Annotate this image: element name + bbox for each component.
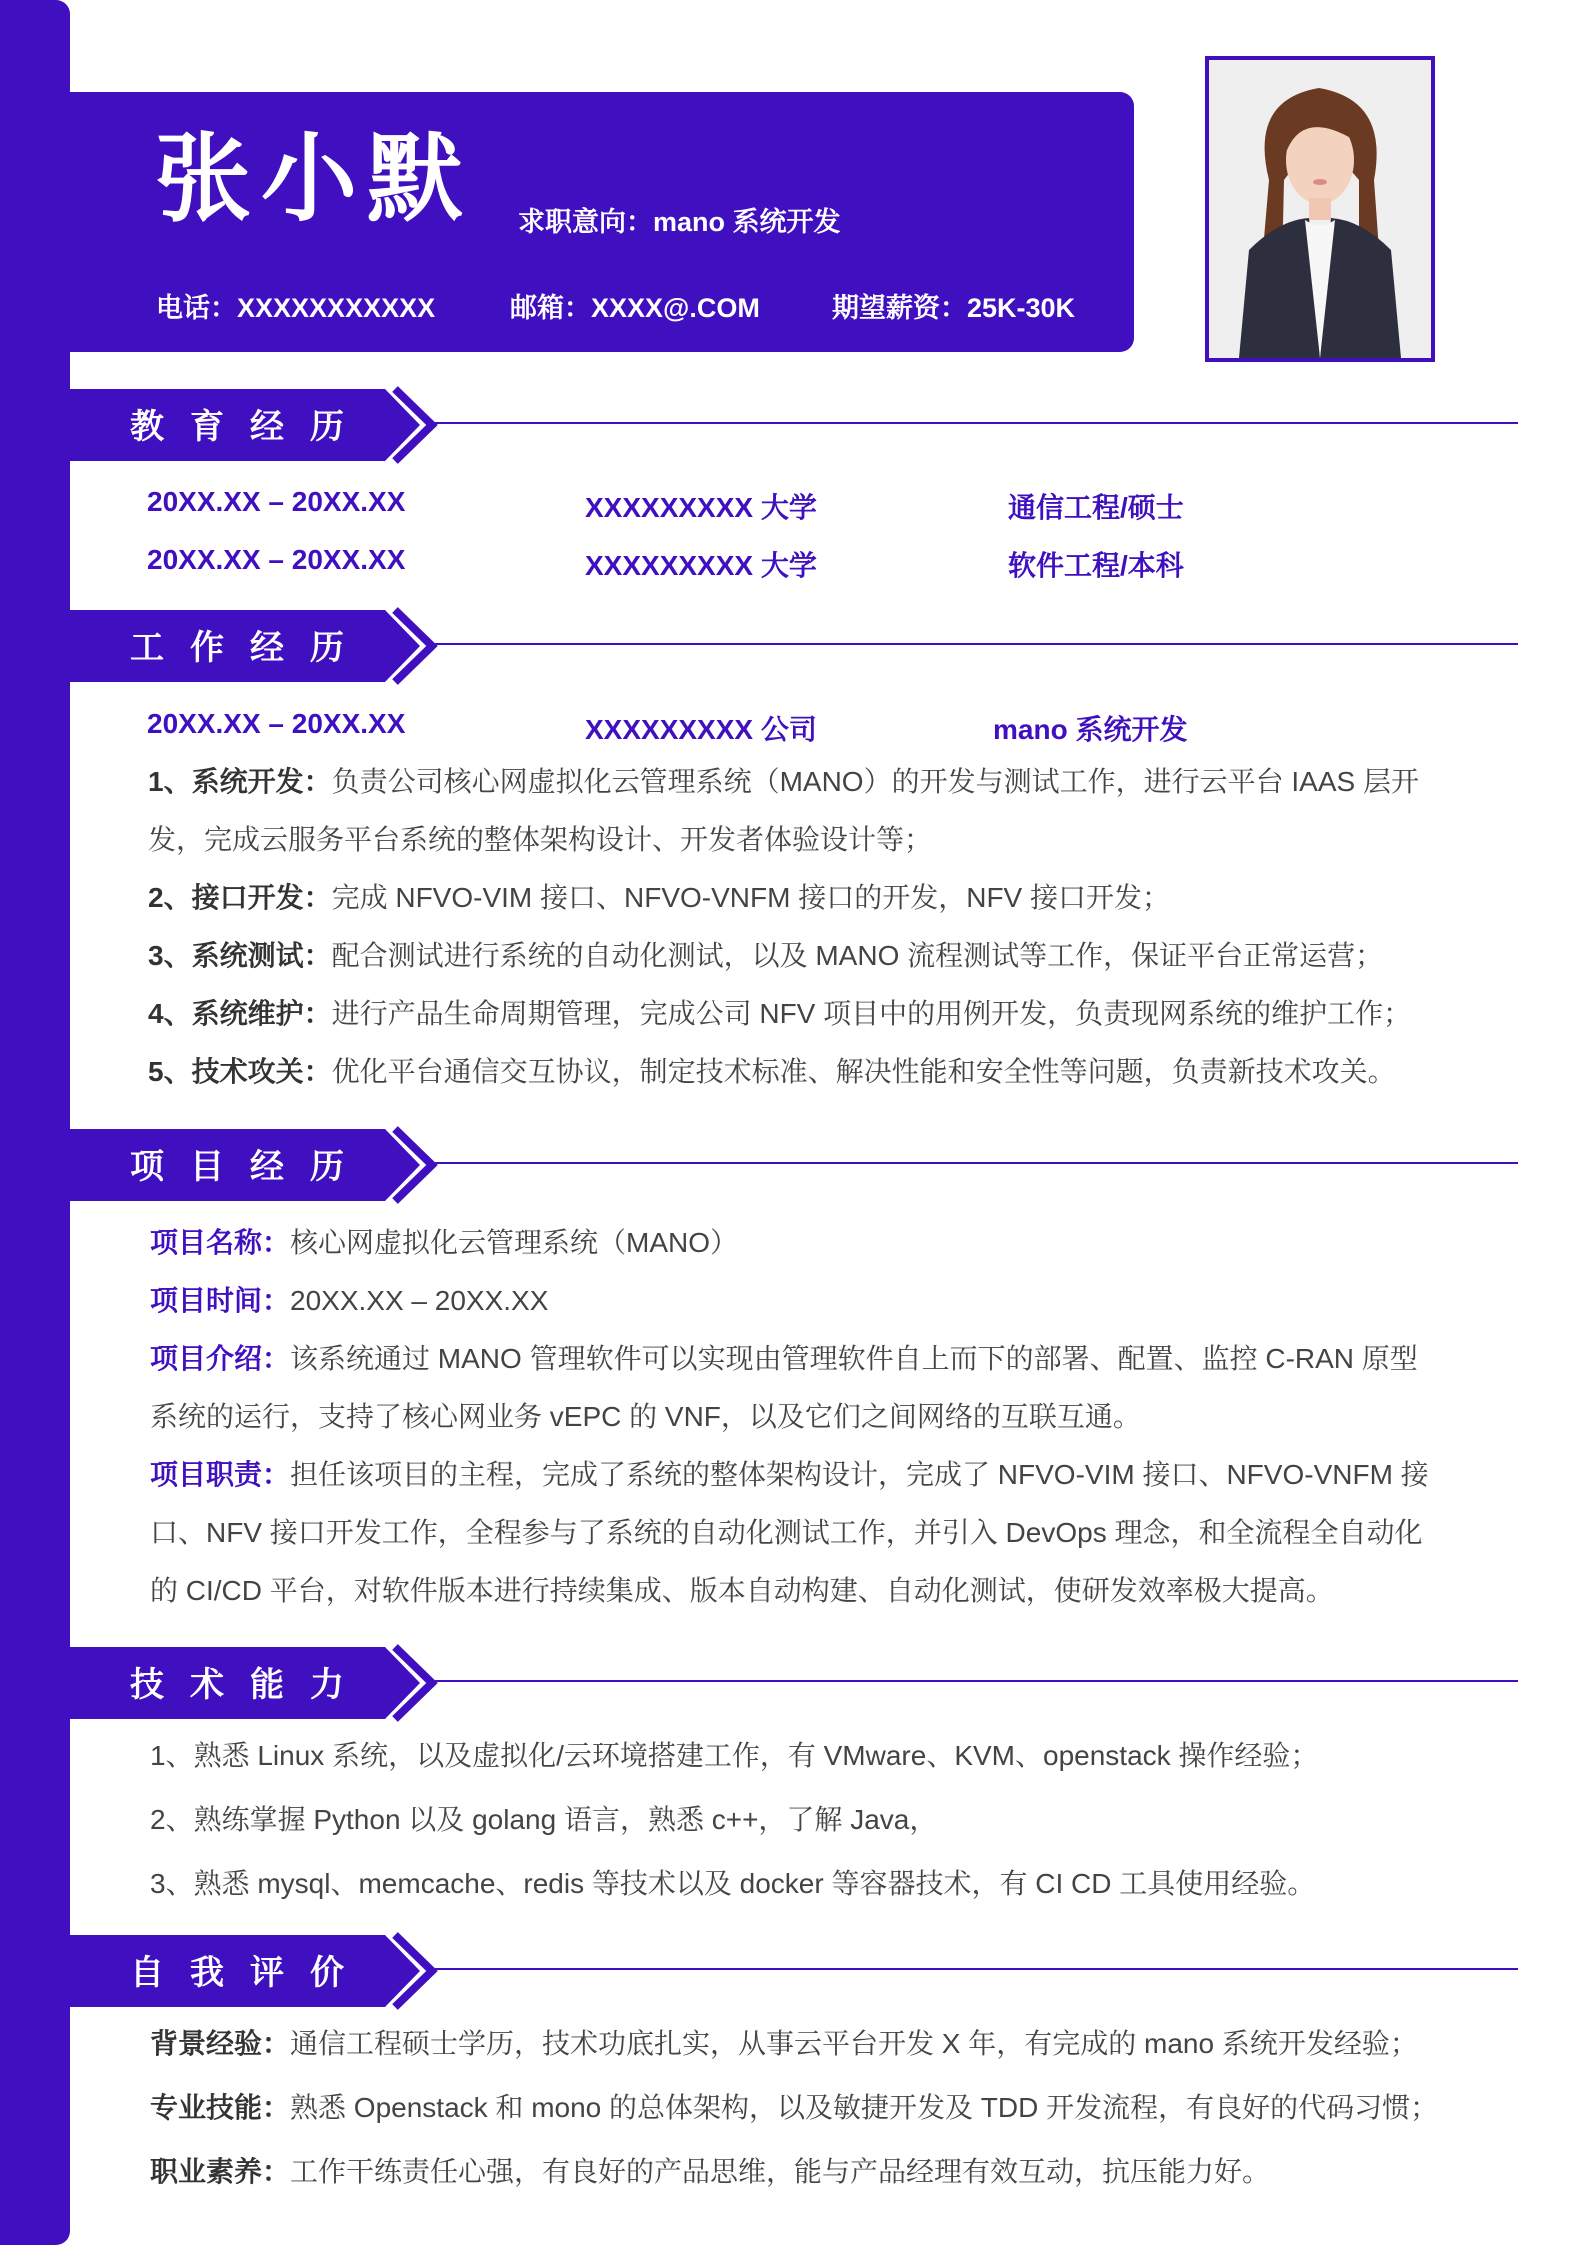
work-period: 20XX.XX – 20XX.XX <box>147 708 406 739</box>
section-title: 项目经历 <box>130 1147 370 1186</box>
work-duty-label: 1、系统开发： <box>148 766 332 797</box>
work-duty-item <box>148 985 1478 1043</box>
section-divider <box>435 1968 1518 1970</box>
project-item <box>150 1214 1480 1272</box>
left-sidebar-bar <box>0 0 70 2245</box>
project-label: 项目职责： <box>150 1459 291 1490</box>
edu-2-school: XXXXXXXXX 大学 <box>585 550 817 581</box>
header-banner <box>70 92 1134 352</box>
skill-item: 1、熟悉 Linux 系统，以及虚拟化/云环境搭建工作，有 VMware、KVM、openstack 操作经验； <box>150 1740 1319 1771</box>
self-text: 熟悉 Openstack 和 mono 的总体架构，以及敏捷开发及 TDD 开发流程，有良好的代码习惯； <box>290 2092 1439 2123</box>
section-project-header <box>70 1125 1518 1205</box>
project-details <box>150 1214 1480 1620</box>
self-label: 专业技能： <box>150 2092 291 2123</box>
project-text: 的 CI/CD 平台，对软件版本进行持续集成、版本自动构建、自动化测试，使研发效率极大提高。 <box>150 1575 1334 1606</box>
edu-2-major: 软件工程/本科 <box>1008 550 1184 581</box>
skill-item: 2、熟练掌握 Python 以及 golang 语言，熟悉 c++，了解 Java， <box>150 1804 938 1835</box>
project-text: 该系统通过 MANO 管理软件可以实现由管理软件自上而下的部署、配置、监控 C-RAN 原型 <box>290 1343 1418 1374</box>
work-duty-text: 发，完成云服务平台系统的整体架构设计、开发者体验设计等； <box>148 824 933 855</box>
work-duty-label: 5、技术攻关： <box>148 1056 332 1087</box>
project-text: 口、NFV 接口开发工作，全程参与了系统的自动化测试工作，并引入 DevOps 理念，和全流程全自动化 <box>150 1517 1423 1548</box>
section-divider <box>435 1162 1518 1164</box>
section-self-header <box>70 1931 1518 2011</box>
work-duty-text: 完成 NFVO-VIM 接口、NFVO-VNFM 接口的开发，NFV 接口开发； <box>331 882 1171 913</box>
section-title: 教育经历 <box>130 407 370 446</box>
self-evaluation <box>150 2012 1480 2204</box>
profile-photo <box>1205 56 1435 362</box>
self-label: 职业素养： <box>150 2156 291 2187</box>
candidate-name: 张小默 <box>155 126 473 233</box>
work-duty-text: 优化平台通信交互协议，制定技术标准、解决性能和安全性等问题，负责新技术攻关。 <box>331 1056 1396 1087</box>
section-title: 自我评价 <box>130 1953 370 1992</box>
edu-1-major: 通信工程/硕士 <box>1008 492 1184 523</box>
work-company: XXXXXXXXX 公司 <box>585 714 817 745</box>
project-label: 项目时间： <box>150 1285 291 1316</box>
self-text: 工作干练责任心强，有良好的产品思维，能与产品经理有效互动，抗压能力好。 <box>290 2156 1271 2187</box>
work-duty-text: 配合测试进行系统的自动化测试，以及 MANO 流程测试等工作，保证平台正常运营； <box>331 940 1384 971</box>
phone: 电话：XXXXXXXXXXX <box>156 293 436 323</box>
section-education-header <box>70 385 1518 465</box>
project-label: 项目介绍： <box>150 1343 291 1374</box>
section-title: 工作经历 <box>130 628 370 667</box>
work-duty-label: 2、接口开发： <box>148 882 332 913</box>
project-item <box>150 1272 1480 1330</box>
expected-salary: 期望薪资：25K-30K <box>832 293 1076 323</box>
edu-2-period: 20XX.XX – 20XX.XX <box>147 544 406 575</box>
work-duty-item <box>148 869 1478 927</box>
work-duty-label: 4、系统维护： <box>148 998 332 1029</box>
work-duties <box>148 753 1478 1101</box>
skill-item: 3、熟悉 mysql、memcache、redis 等技术以及 docker 等容器技术，有 CI CD 工具使用经验。 <box>150 1868 1316 1899</box>
section-title: 技术能力 <box>130 1665 370 1704</box>
section-work-header <box>70 606 1518 686</box>
section-divider <box>435 422 1518 424</box>
work-duty-item <box>148 1043 1478 1101</box>
job-intent: 求职意向：mano 系统开发 <box>518 207 841 237</box>
section-divider <box>435 1680 1518 1682</box>
edu-1-period: 20XX.XX – 20XX.XX <box>147 486 406 517</box>
work-position: mano 系统开发 <box>993 714 1188 745</box>
skills-list <box>150 1724 1480 1916</box>
work-duty-text: 进行产品生命周期管理，完成公司 NFV 项目中的用例开发，负责现网系统的维护工作； <box>331 998 1412 1029</box>
section-skills-header <box>70 1643 1518 1723</box>
project-text: 系统的运行，支持了核心网业务 vEPC 的 VNF，以及它们之间网络的互联互通。 <box>150 1401 1141 1432</box>
work-duty-item <box>148 753 1478 869</box>
work-duty-text: 负责公司核心网虚拟化云管理系统（MANO）的开发与测试工作，进行云平台 IAAS 层开 <box>331 766 1419 797</box>
project-label: 项目名称： <box>150 1227 291 1258</box>
self-text: 通信工程硕士学历，技术功底扎实，从事云平台开发 X 年，有完成的 mano 系统开发经验； <box>290 2028 1418 2059</box>
edu-1-school: XXXXXXXXX 大学 <box>585 492 817 523</box>
work-duty-label: 3、系统测试： <box>148 940 332 971</box>
project-item <box>150 1330 1480 1446</box>
project-item <box>150 1446 1480 1620</box>
project-text: 担任该项目的主程，完成了系统的整体架构设计，完成了 NFVO-VIM 接口、NFVO-VNFM 接 <box>290 1459 1429 1490</box>
email: 邮箱：XXXX@.COM <box>510 293 760 323</box>
self-label: 背景经验： <box>150 2028 291 2059</box>
project-text: 核心网虚拟化云管理系统（MANO） <box>290 1227 739 1258</box>
project-text: 20XX.XX – 20XX.XX <box>290 1285 549 1316</box>
work-duty-item <box>148 927 1478 985</box>
section-divider <box>435 643 1518 645</box>
